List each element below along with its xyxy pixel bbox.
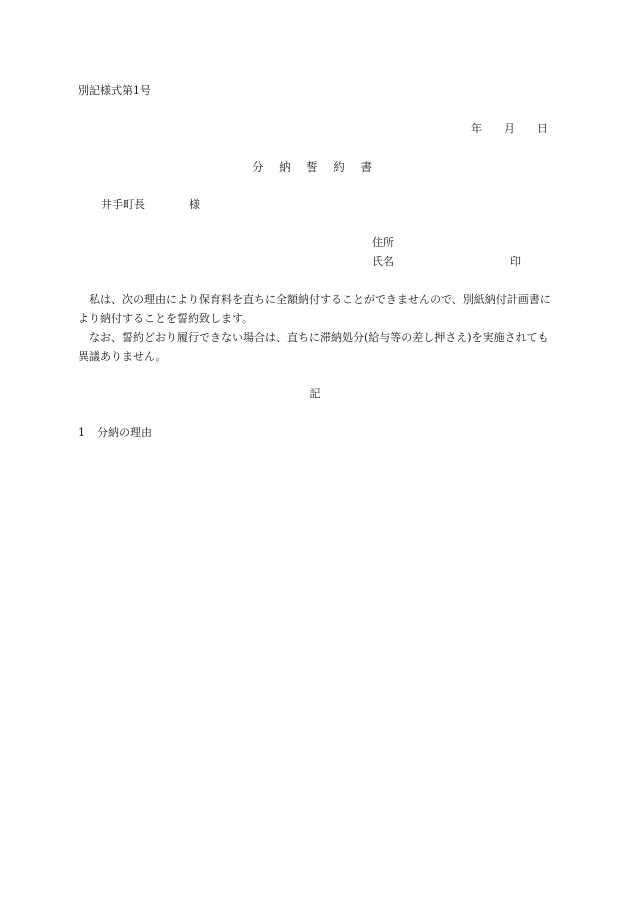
date-line: [471, 120, 548, 138]
name-row: [372, 253, 521, 271]
pledge-paragraph-1: 私は、次の理由により保育料を直ちに全額納付することができませんので、別紙納付計画書により納付することを誓約致します。: [78, 293, 551, 325]
item-reason: [78, 424, 152, 442]
item-label: 分納の理由: [97, 426, 152, 439]
item-number: 1: [78, 426, 85, 439]
ki-heading: 記: [309, 387, 321, 400]
name-label: 氏名: [372, 255, 394, 268]
document-title: 分 納 誓 約 書: [251, 160, 379, 174]
seal-label: 印: [510, 255, 521, 268]
addressee-honorific: 様: [189, 198, 200, 211]
form-number: 別記様式第1号: [78, 84, 151, 97]
date-month-label: 月: [504, 122, 515, 135]
date-day-label: 日: [537, 122, 548, 135]
address-label: 住所: [372, 236, 394, 249]
addressee: [101, 196, 200, 214]
date-year-label: 年: [471, 122, 482, 135]
addressee-name: 井手町長: [101, 198, 145, 211]
pledge-body: [78, 290, 552, 366]
pledge-paragraph-2: なお、誓約どおり履行できない場合は、直ちに滞納処分(給与等の差し押さえ)を実施されても異議ありません。: [78, 331, 549, 363]
